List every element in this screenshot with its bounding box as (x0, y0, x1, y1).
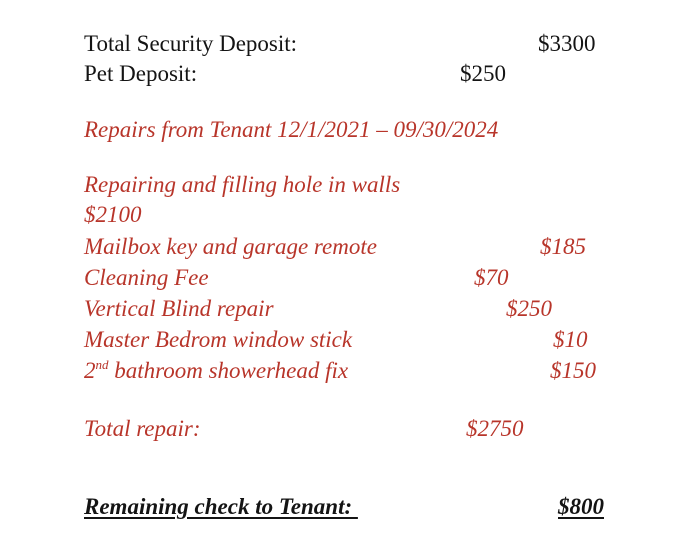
showerhead-label-rest: bathroom showerhead fix (108, 358, 349, 383)
ordinal-suffix: nd (95, 357, 109, 372)
remaining-check-amount: $800 (558, 494, 604, 519)
repair-item-cleaning-label: Cleaning Fee (84, 265, 209, 290)
pet-deposit-label: Pet Deposit: (84, 61, 198, 86)
repair-item-blind-label: Vertical Blind repair (84, 296, 274, 321)
repair-item-showerhead-label (84, 357, 348, 385)
remaining-check-label: Remaining check to Tenant: (84, 494, 358, 519)
repair-item-walls-amount: $2100 (84, 202, 142, 227)
repair-item-cleaning-amount: $70 (474, 265, 509, 290)
security-deposit-label: Total Security Deposit: (84, 31, 298, 56)
repair-item-window-label: Master Bedrom window stick (84, 327, 353, 352)
repair-item-window-amount: $10 (553, 327, 588, 352)
ordinal-number: 2 (84, 358, 96, 383)
repair-item-blind-amount: $250 (506, 296, 552, 321)
repairs-heading: Repairs from Tenant 12/1/2021 – 09/30/2024 (84, 117, 499, 142)
repair-item-walls-label: Repairing and filling hole in walls (84, 172, 401, 197)
security-deposit-amount: $3300 (538, 31, 596, 56)
repair-item-mailbox-label: Mailbox key and garage remote (84, 234, 377, 259)
pet-deposit-amount: $250 (460, 61, 506, 86)
repair-item-showerhead-amount: $150 (550, 358, 596, 383)
repair-item-mailbox-amount: $185 (540, 234, 586, 259)
total-repair-amount: $2750 (466, 416, 524, 441)
total-repair-label: Total repair: (84, 416, 201, 441)
